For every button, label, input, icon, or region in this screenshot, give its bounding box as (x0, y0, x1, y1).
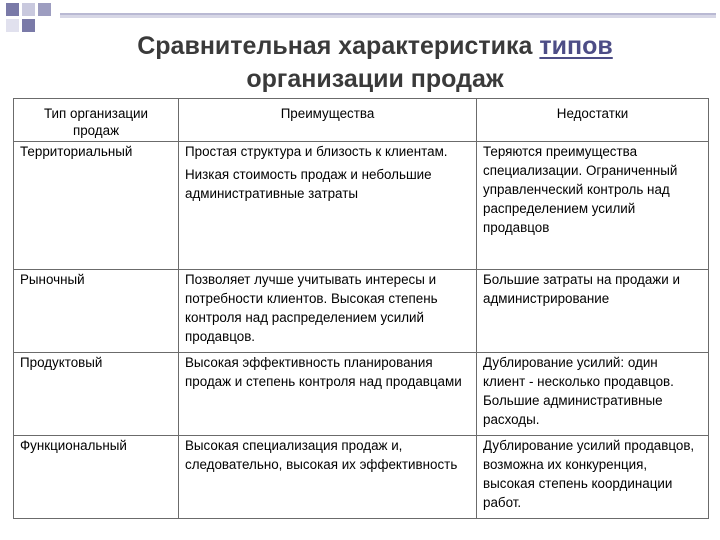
table-header-row (14, 99, 709, 142)
row-type: Продуктовый (14, 353, 179, 436)
row-advantages: Высокая эффективность планирования продаж и степень контроля над продавцами (179, 353, 477, 436)
header-advantages: Преимущества (179, 99, 477, 142)
row-advantages: Позволяет лучше учитывать интересы и потребности клиентов. Высокая степень контроля над распределением усилий продавцов. (179, 270, 477, 353)
row-type: Территориальный (14, 142, 179, 270)
title-highlight: типов (539, 32, 613, 60)
title-line-1: Сравнительная характеристика типов (137, 32, 613, 60)
header-type: Тип организации продаж (14, 99, 179, 142)
header-disadvantages: Недостатки (477, 99, 709, 142)
table-row (14, 142, 709, 270)
row-disadvantages: Теряются преимущества специализации. Ограниченный управленческий контроль над распределением усилий продавцов (477, 142, 709, 270)
slide-title (60, 30, 690, 96)
row-disadvantages: Дублирование усилий: один клиент - несколько продавцов. Большие административные расходы. (477, 353, 709, 436)
row-advantages: Высокая специализация продаж и, следовательно, высокая их эффективность (179, 436, 477, 519)
row-disadvantages: Дублирование усилий продавцов, возможна их конкуренция, высокая степень координации работ. (477, 436, 709, 519)
advantages-text: Простая структура и близость к клиентам. (185, 144, 448, 159)
row-type: Функциональный (14, 436, 179, 519)
advantages-text: Низкая стоимость продаж и небольшие административные затраты (185, 167, 432, 201)
row-disadvantages: Большие затраты на продажи и администрирование (477, 270, 709, 353)
table-row (14, 270, 709, 353)
comparison-table (13, 98, 709, 519)
table-row (14, 436, 709, 519)
title-line-2: организации продаж (246, 65, 504, 93)
table-row (14, 353, 709, 436)
row-type: Рыночный (14, 270, 179, 353)
row-advantages (179, 142, 477, 270)
